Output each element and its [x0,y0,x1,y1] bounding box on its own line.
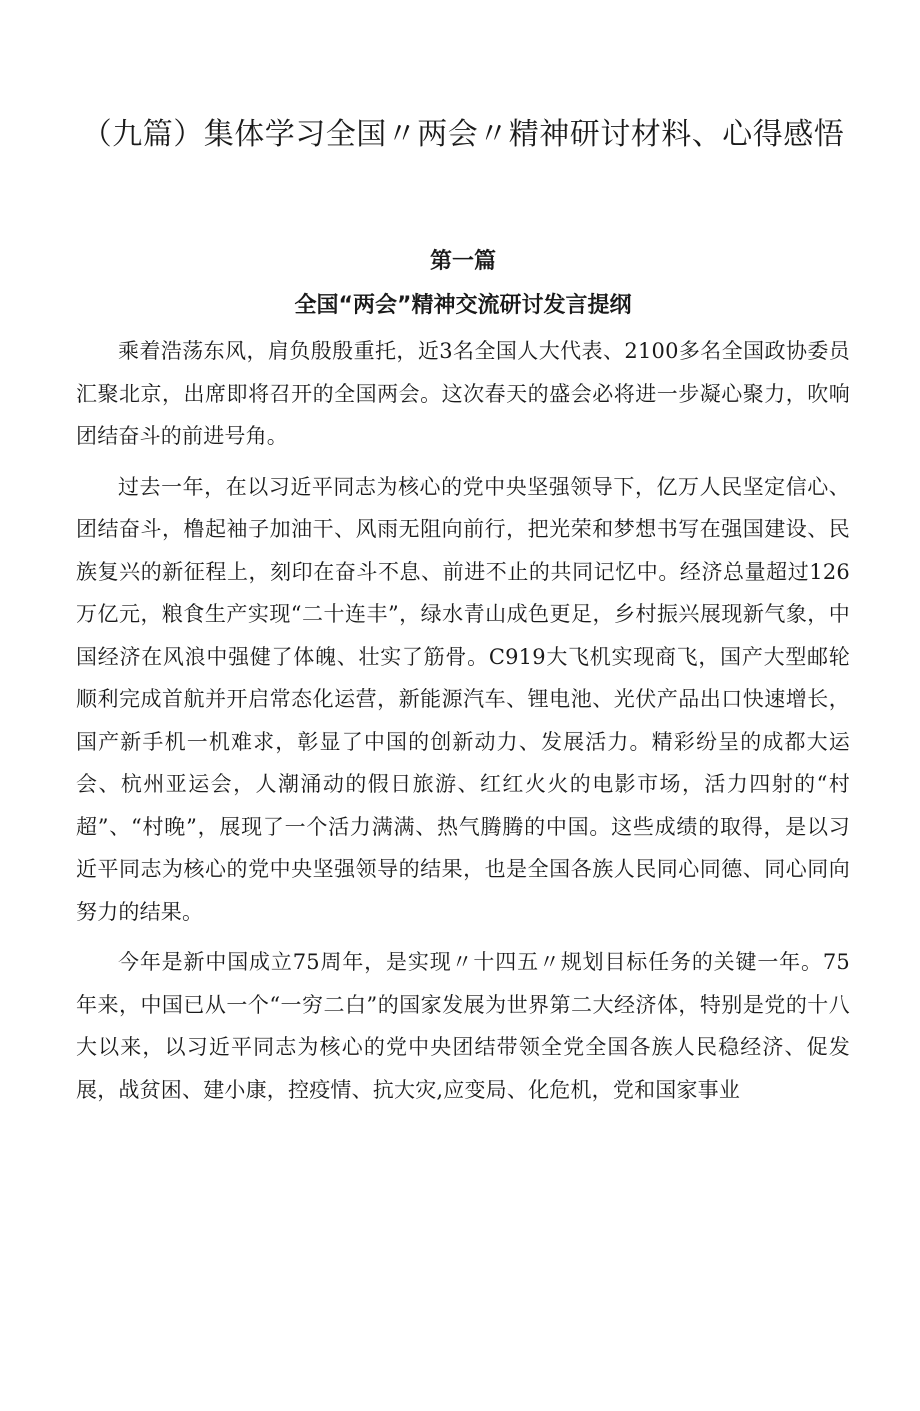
document-page [0,110,920,1411]
body-paragraph-2: 过去一年，在以习近平同志为核心的党中央坚强领导下，亿万人民坚定信心、团结奋斗，橹起袖子加油干、风雨无阻向前行，把光荣和梦想书写在强国建设、民族复兴的新征程上，刻印在奋斗不息、前进不止的共同记忆中。经济总量超过126万亿元，粮食生产实现“二十连丰”，绿水青山成色更足，乡村振兴展现新气象，中国经济在风浪中强健了体魄、壮实了筋骨。C919大飞机实现商飞，国产大型邮轮顺利完成首航并开启常态化运营，新能源汽车、锂电池、光伏产品出口快速增长，国产新手机一机难求，彰显了中国的创新动力、发展活力。精彩纷呈的成都大运会、杭州亚运会，人潮涌动的假日旅游、红红火火的电影市场，活力四射的“村超”、“村晚”，展现了一个活力满满、热气腾腾的中国。这些成绩的取得，是以习近平同志为核心的党中央坚强领导的结果，也是全国各族人民同心同德、同心同向努力的结果。 [76,474,850,924]
body-paragraph-3: 今年是新中国成立75周年，是实现〃十四五〃规划目标任务的关键一年。75年来，中国已从一个“一穷二白”的国家发展为世界第二大经济体，特别是党的十八大以来，以习近平同志为核心的党中央团结带领全党全国各族人民稳经济、促发展，战贫困、建小康，控疫情、抗大灾,应变局、化危机，党和国家事业 [76,950,850,1102]
section-heading: 全国“两会”精神交流研讨发言提纲 [294,293,632,318]
document-title: （九篇）集体学习全国〃两会〃精神研讨材料、心得感悟 [81,117,845,152]
section-number: 第一篇 [429,249,496,274]
body-paragraph-1: 乘着浩荡东风，肩负殷殷重托，近3名全国人大代表、2100多名全国政协委员汇聚北京，出席即将召开的全国两会。这次春天的盛会必将进一步凝心聚力，吹响团结奋斗的前进号角。 [76,339,850,448]
